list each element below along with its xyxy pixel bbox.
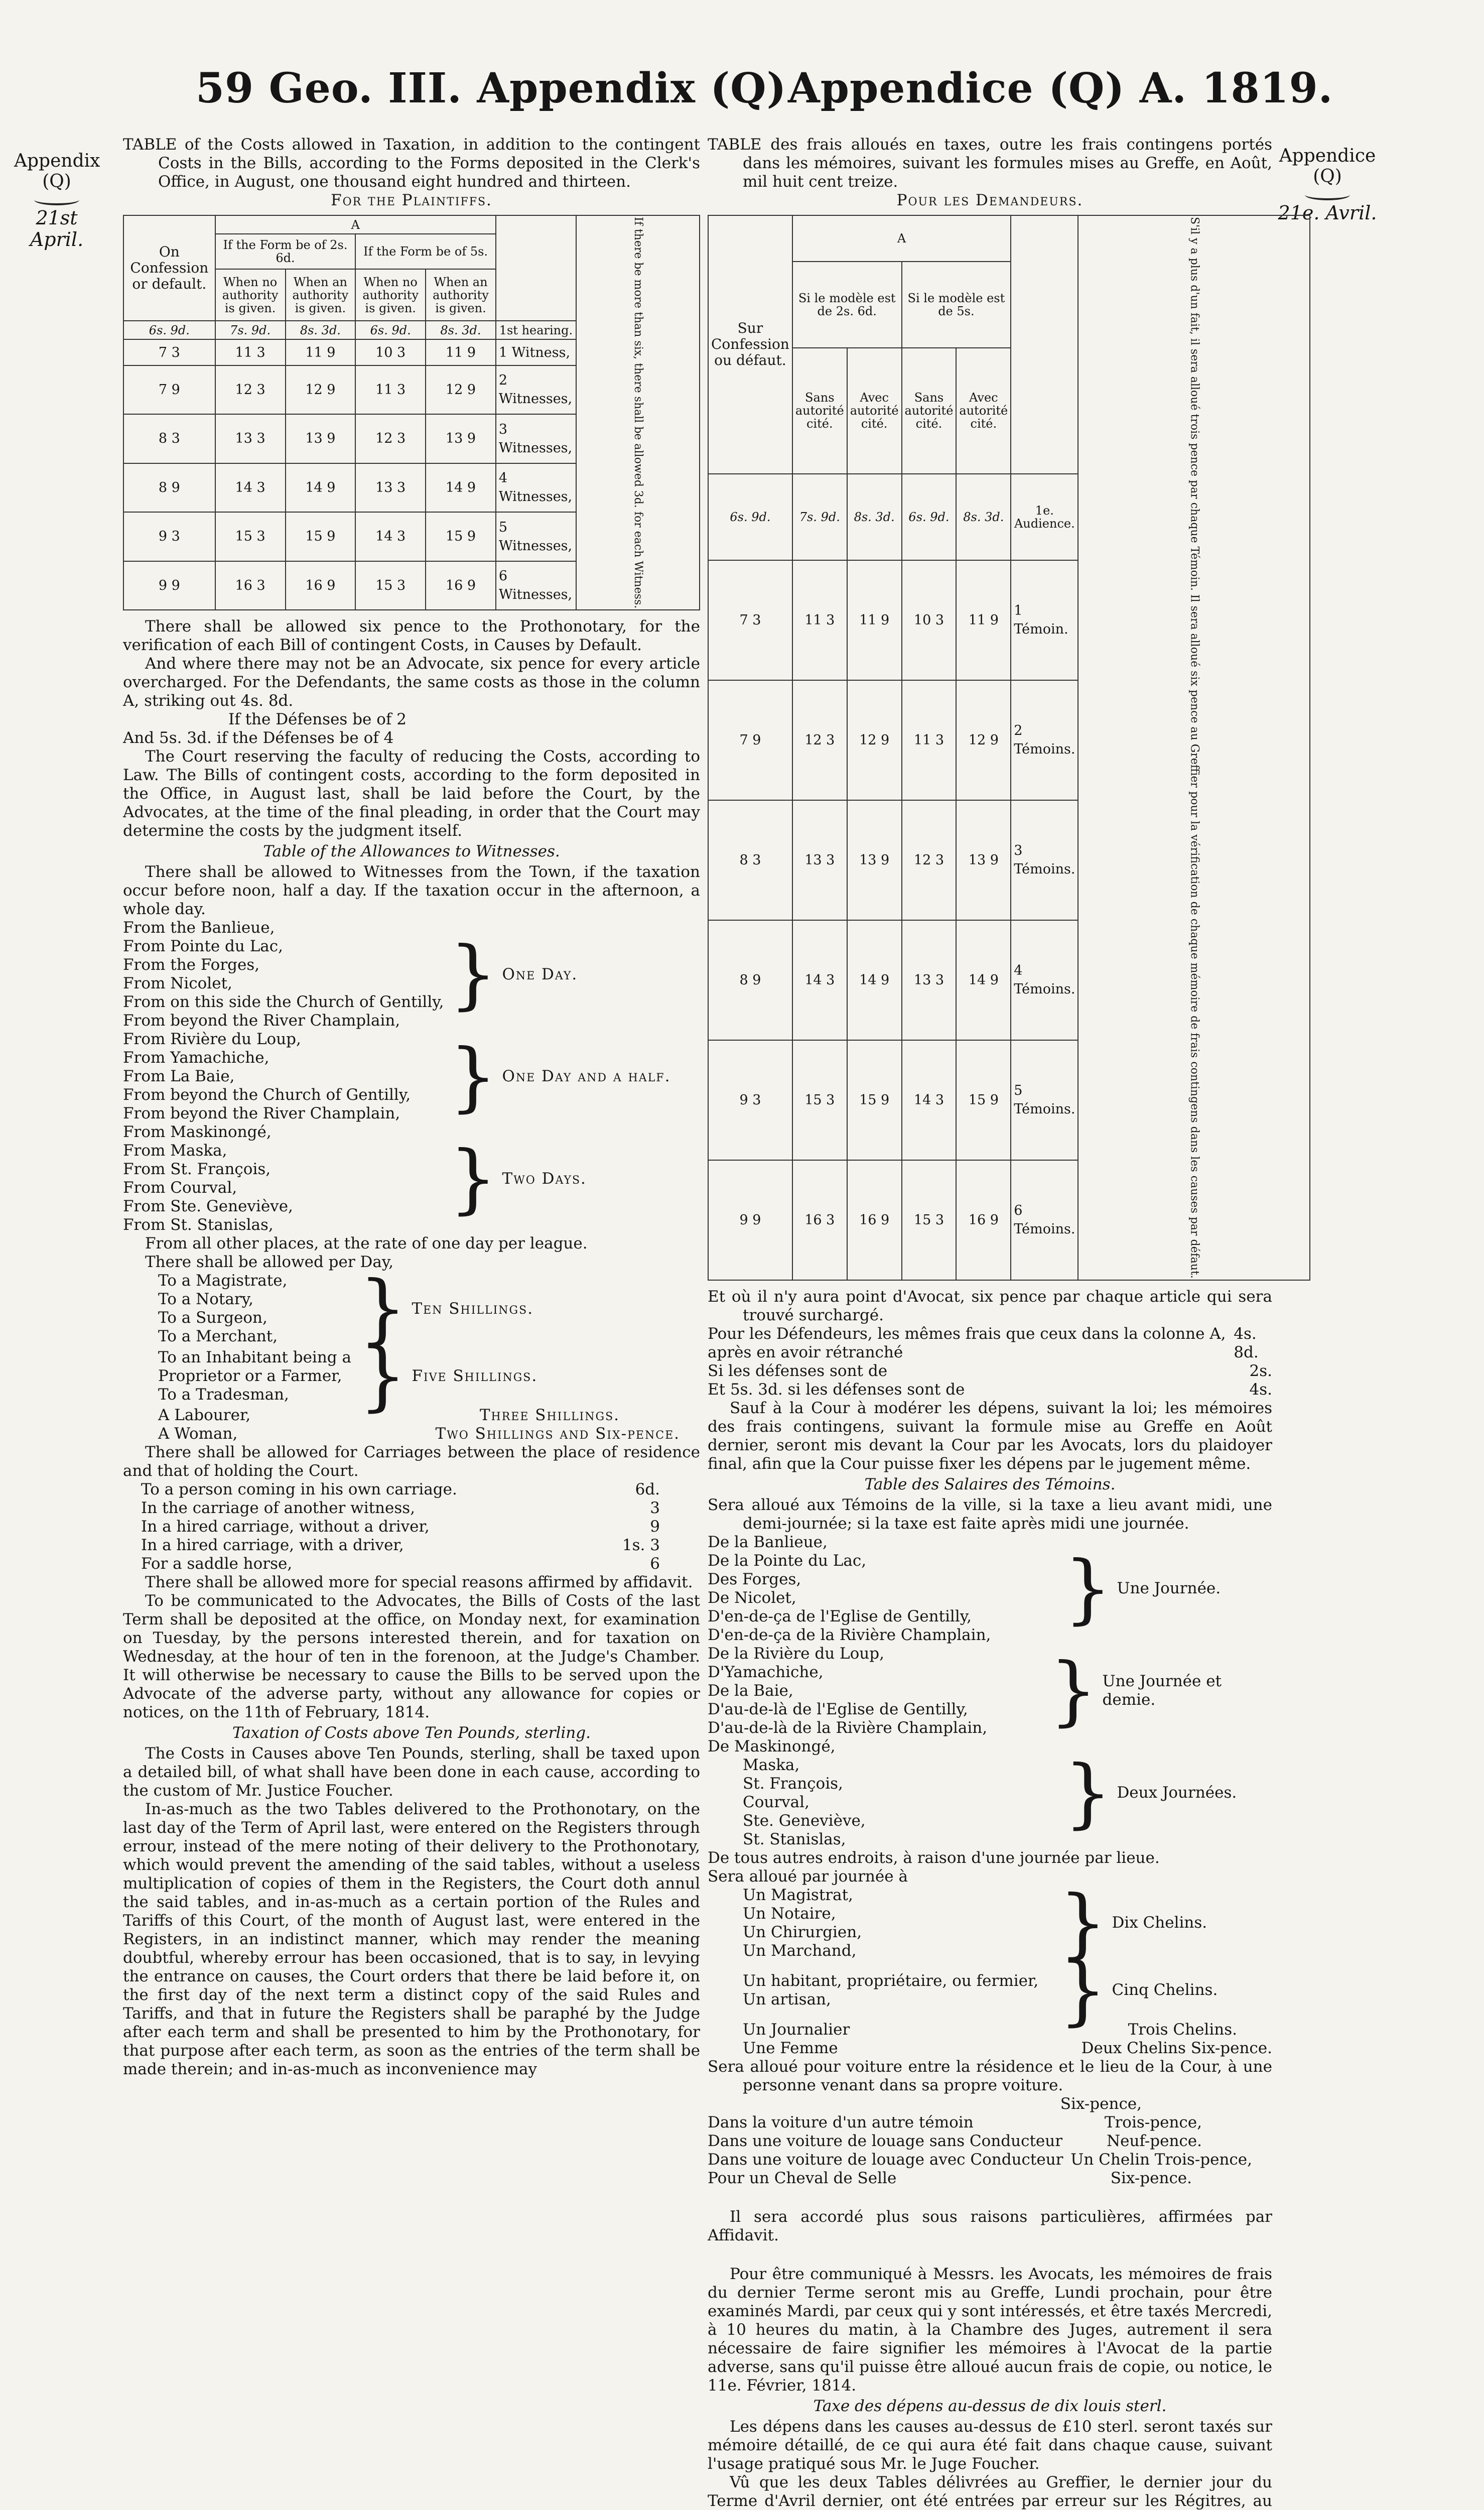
fr-para-9-value: Six-pence, <box>1060 2094 1142 2113</box>
list-item: From beyond the River Champlain, <box>123 1104 400 1123</box>
fr-para-1: Et où il n'y aura point d'Avocat, six pence par chaque article qui sera trouvé surchargé. <box>708 1287 1272 1324</box>
fr-femme-row <box>708 2039 1272 2058</box>
table-row: To a person coming in his own carriage. 6d. <box>141 1480 660 1499</box>
en-para-13: In-as-much as the two Tables delivered to the Prothonotary, on the last day of the Term of April last, were entered on the Registers through errour, instead of the mere noting of their delivery to the Prothonotary, which would prevent the amending of the said tables, without a useless multiplication of copies of them in the Registers, the Court doth annul the said tables, and in-as-much as a certain portion of the Rules and Tariffs of this Court, of the month of August last, were entered in the Registers, in an indistinct manner, which may render the meaning doubtful, whereby errour has been occasioned, that is to say, in levying the entrance on causes, the Court orders that there be laid before it, on the first day of the next term a distinct copy of the said Rules and Tariffs, and that in future the Registers shall be paraphé by the Judge after each term and shall be presented to him by the Prothonotary, for that purpose after each term, as soon as the entries of the term shall be made therein; and in-as-much as inconvenience may <box>123 1800 700 2079</box>
list-item: Courval, <box>743 1793 810 1811</box>
fr-journalier-row <box>708 2021 1272 2039</box>
list-item: From St. François, <box>123 1160 271 1179</box>
brace-icon: } <box>359 1332 407 1420</box>
list-item: Ste. Geneviève, <box>743 1811 866 1830</box>
list-item: From beyond the River Champlain, <box>123 1012 400 1030</box>
list-item: From Pointe du Lac, <box>123 937 283 956</box>
fr-title: TABLE des frais alloués en taxes, outre les frais contingens portés dans les mémoires, suivant les formules mises au Greffe, en Août, mil huit cent treize. <box>708 136 1272 191</box>
fr-subtitle: Pour les Demandeurs. <box>896 191 1084 209</box>
fr-group-label: Deux Journées. <box>1117 1784 1237 1802</box>
list-item: Un Journalier <box>743 2020 850 2039</box>
fr-h-first: 1e. Audience. <box>1014 503 1075 531</box>
fr-para-4-value: 4s. <box>1249 1380 1272 1399</box>
en-woman-row <box>123 1425 700 1443</box>
list-item: From on this side the Church of Gentilly, <box>123 993 444 1012</box>
list-item: Un Marchand, <box>743 1941 857 1960</box>
en-para-3: If the Défenses be of 2 <box>228 710 407 729</box>
en-h-form26: If the Form be of 2s. 6d. <box>223 238 348 266</box>
en-group-label: Two Days. <box>502 1169 587 1188</box>
fr-para-7: De tous autres endroits, à raison d'une journée par lieue. <box>708 1848 1160 1867</box>
list-item: From Nicolet, <box>123 974 232 993</box>
en-para-8: There shall be allowed per Day, <box>145 1253 394 1272</box>
table-row: 8 3 13 3 13 9 12 3 13 9 3 Témoins. <box>708 800 1310 920</box>
fr-section-taxation: Taxe des dépens au-dessus de dix louis sterl. <box>813 2397 1167 2415</box>
list-item: To a Merchant, <box>158 1327 278 1346</box>
fr-para-3-row <box>708 1362 1272 1380</box>
list-item: Maska, <box>743 1755 800 1774</box>
table-row: For a saddle horse, 6 <box>141 1555 660 1573</box>
list-item: From the Banlieue, <box>123 919 275 937</box>
swash-ornament-icon <box>1305 189 1350 200</box>
list-item: From Maska, <box>123 1142 227 1160</box>
list-item-value: Two Shillings and Six-pence. <box>435 1425 680 1443</box>
en-para-11: To be communicated to the Advocates, the Bills of Costs of the last Term shall be deposited at the office, on Monday next, for examination on Tuesday, by the persons interested therein, and for taxation on Wednesday, at the hour of ten in the forenoon, at the Judge's Chamber. It will otherwise be necessary to cause the Bills to be served upon the Advocate of the adverse party, without any allowance for copies or notices, on the 11th of February, 1814. <box>123 1592 700 1722</box>
list-item: St. Stanislas, <box>743 1830 846 1848</box>
list-item: From Maskinongé, <box>123 1123 272 1142</box>
en-group-one-day-half <box>123 1030 700 1123</box>
table-row: 7 3 11 3 11 9 10 3 11 9 1 Witness, <box>123 339 700 365</box>
table-row: Dans la voiture d'un autre témoin Trois-pence, <box>708 2113 1202 2131</box>
table-row: In a hired carriage, without a driver, 9 <box>141 1518 660 1536</box>
fr-para-3-value: 2s. <box>1249 1361 1272 1380</box>
brace-icon: } <box>1059 1879 1107 1967</box>
en-labourer-row <box>123 1406 700 1425</box>
en-para-12: The Costs in Causes above Ten Pounds, sterling, shall be taxed upon a detailed bill, of what shall have been done in each cause, according to the custom of Mr. Justice Foucher. <box>123 1744 700 1800</box>
list-item: D'au-de-là de l'Eglise de Gentilly, <box>708 1700 968 1718</box>
fr-h-noauth: Sans autorité cité. <box>795 391 844 431</box>
list-item-value: Trois Chelins. <box>1128 2020 1237 2039</box>
fr-para-10: Il sera accordé plus sous raisons particulières, affirmées par Affidavit. <box>708 2207 1272 2244</box>
list-item: Un Notaire, <box>743 1904 836 1923</box>
en-costs-table <box>123 215 700 610</box>
en-section-taxation: Taxation of Costs above Ten Pounds, sterling. <box>232 1724 591 1742</box>
fr-para-12: Les dépens dans les causes au-dessus de £10 sterl. seront taxés sur mémoire détaillé, de ce qui aura été fait dans chaque cause, suivant l'usage pratiqué sous Mr. le Juge Foucher. <box>708 2417 1272 2473</box>
fr-h-auth: Avec autorité cité. <box>850 391 899 431</box>
table-row: Dans une voiture de louage avec Conducteur Un Chelin Trois-pence, <box>708 2150 1252 2169</box>
fr-para-4: Et 5s. 3d. si les défenses sont de <box>708 1380 965 1399</box>
list-item: De la Banlieue, <box>708 1533 828 1551</box>
en-para-2: And where there may not be an Advocate, six pence for every article overcharged. For the Defendants, the same costs as those in the column A, striking out 4s. 8d. <box>123 655 700 710</box>
table-row: 7 9 12 3 12 9 11 3 12 9 2 Témoins. <box>708 680 1310 800</box>
list-item: De Maskinongé, <box>708 1737 836 1755</box>
list-item: To an Inhabitant being a Proprietor or a Farmer, <box>158 1348 351 1385</box>
list-item: From the Forges, <box>123 956 260 974</box>
fr-h-conf-amt: 6s. 9d. <box>730 510 771 524</box>
en-amt-1: 7s. 9d. <box>230 323 271 337</box>
fr-h-noauth: Sans autorité cité. <box>904 391 954 431</box>
en-group-two-days <box>123 1123 700 1234</box>
brace-icon: } <box>449 1135 497 1223</box>
en-subtitle: For the Plaintiffs. <box>331 191 492 209</box>
en-amt-4: 8s. 3d. <box>440 323 481 337</box>
en-para-5: The Court reserving the faculty of reducing the Costs, according to Law. The Bills of contingent costs, according to the form deposited in the Office, in August last, shall be laid before the Court, by the Advocates, at the time of the final pleading, in order that the Court may determine the costs by the judgment itself. <box>123 747 700 840</box>
en-h-noauth: When no authority is given. <box>222 275 279 315</box>
fr-group-label: Dix Chelins. <box>1112 1914 1207 1932</box>
list-item-value: Three Shillings. <box>479 1406 620 1425</box>
fr-amt-2: 8s. 3d. <box>854 510 895 524</box>
list-item: From Ste. Geneviève, <box>123 1197 293 1216</box>
en-title: TABLE of the Costs allowed in Taxation, in addition to the contingent Costs in the Bills, according to the Forms deposited in the Clerk's Office, in August, one thousand eight hundred and thirteen. <box>123 136 700 191</box>
list-item: Un Magistrat, <box>743 1886 853 1904</box>
list-item: From beyond the Church of Gentilly, <box>123 1086 411 1104</box>
list-item: De Nicolet, <box>708 1588 796 1607</box>
fr-group-two-days <box>708 1737 1272 1849</box>
table-row: In a hired carriage, with a driver, 1s. 3 <box>141 1536 660 1555</box>
table-row: 9 9 16 3 16 9 15 3 16 9 6 Témoins. <box>708 1160 1310 1280</box>
list-item: D'en-de-ça de la Rivière Champlain, <box>708 1625 991 1644</box>
table-row: In the carriage of another witness, 3 <box>141 1499 660 1518</box>
list-item: Un habitant, propriétaire, ou fermier, <box>743 1971 1039 1990</box>
fr-section-witnesses: Table des Salaires des Témoins. <box>864 1475 1116 1493</box>
table-row: Pour un Cheval de Selle Six-pence. <box>708 2169 1192 2187</box>
margin-note-right <box>1277 146 1378 224</box>
english-column <box>123 136 700 2079</box>
margin-right-line1: Appendice <box>1279 146 1376 166</box>
list-item: From Yamachiche, <box>123 1049 269 1067</box>
list-item: De la Baie, <box>708 1681 793 1700</box>
brace-icon: } <box>1059 1946 1107 2034</box>
fr-para-11: Pour être communiqué à Messrs. les Avocats, les mémoires de frais du dernier Terme seront mis au Greffe, Lundi prochain, pour être examinés Mardi, par ceux qui y sont intéressés, et être taxés Mercredi, à 10 heures du matin, à la Chambre des Juges, autrement il sera nécessaire de faire signifier les mémoires à l'Avocat de la partie adverse, sans qu'il puisse être alloué aucun frais de copie, ou notice, le 11e. Février, 1814. <box>708 2265 1272 2395</box>
list-item: St. François, <box>743 1774 843 1793</box>
en-para-9: There shall be allowed for Carriages between the place of residence and that of holding the Court. <box>123 1443 700 1480</box>
fr-h-auth: Avec autorité cité. <box>959 391 1008 431</box>
header-left: 59 Geo. III. Appendix (Q) <box>196 64 787 112</box>
list-item: D'au-de-là de la Rivière Champlain, <box>708 1718 988 1737</box>
margin-note-left <box>14 151 99 251</box>
fr-amt-3: 6s. 9d. <box>908 510 950 524</box>
fr-h-form26: Si le modèle est de 2s. 6d. <box>798 291 896 318</box>
list-item-value: Deux Chelins Six-pence. <box>1081 2039 1272 2057</box>
list-item: From La Baie, <box>123 1067 235 1086</box>
margin-left-line1: Appendix <box>14 151 100 171</box>
fr-amt-1: 7s. 9d. <box>799 510 840 524</box>
fr-h-A: A <box>897 231 906 245</box>
en-group-label: One Day. <box>502 965 578 983</box>
list-item: Un Chirurgien, <box>743 1923 862 1941</box>
table-row: 9 3 15 3 15 9 14 3 15 9 5 Witnesses, <box>123 512 700 561</box>
en-para-6: There shall be allowed to Witnesses from the Town, if the taxation occur before noon, half a day. If the taxation occur in the afternoon, a whole day. <box>123 863 700 919</box>
list-item: D'Yamachiche, <box>708 1663 824 1681</box>
list-item: De la Rivière du Loup, <box>708 1644 884 1663</box>
en-para-7: From all other places, at the rate of one day per league. <box>145 1234 588 1253</box>
french-column <box>708 136 1272 2510</box>
list-item: D'en-de-ça de l'Eglise de Gentilly, <box>708 1607 972 1625</box>
en-group-label: Ten Shillings. <box>412 1299 534 1318</box>
fr-group-ten-shillings <box>708 1879 1272 1967</box>
fr-para-6: Sera alloué aux Témoins de la ville, si la taxe a lieu avant midi, une demi-journée; si la taxe est faite après midi une journée. <box>708 1495 1272 1533</box>
list-item: From Courval, <box>123 1179 237 1197</box>
margin-right-date: 21e. Avril. <box>1278 201 1377 224</box>
margin-left-line2: (Q) <box>42 171 71 192</box>
table-row: 9 9 16 3 16 9 15 3 16 9 6 Witnesses, <box>123 561 700 610</box>
table-row: 7 3 11 3 11 9 10 3 11 9 1 Témoin. <box>708 560 1310 680</box>
fr-costs-table <box>708 215 1310 1281</box>
en-para-10: There shall be allowed more for special reasons affirmed by affidavit. <box>145 1573 693 1592</box>
header-right: Appendice (Q) A. 1819. <box>788 64 1333 112</box>
fr-para-2: Pour les Défendeurs, les mêmes frais que ceux dans la colonne A, après en avoir rétranché <box>708 1324 1226 1361</box>
fr-para-13: Vû que les deux Tables délivrées au Greffier, le dernier jour du Terme d'Avril dernier, ont été entrées par erreur sur les Régitres, au <box>708 2473 1272 2510</box>
list-item: To a Magistrate, <box>158 1272 288 1290</box>
brace-icon: } <box>449 931 497 1019</box>
fr-group-label: Une Journée. <box>1117 1579 1221 1598</box>
en-group-one-day <box>123 919 700 1030</box>
en-amt-3: 6s. 9d. <box>370 323 411 337</box>
fr-group-one-day <box>708 1533 1272 1645</box>
list-item: To a Surgeon, <box>158 1309 267 1327</box>
en-h-conf: On Confession or default. <box>130 243 209 292</box>
margin-left-date: 21st April. <box>30 206 84 251</box>
en-h-noauth: When no authority is given. <box>362 275 419 315</box>
en-amt-2: 8s. 3d. <box>300 323 341 337</box>
list-item: Une Femme <box>743 2039 838 2057</box>
list-item: To a Tradesman, <box>158 1385 289 1404</box>
en-table-note: If there be more than six, there shall be allowed 3d. for each Witness. <box>632 217 644 609</box>
fr-para-4-row <box>708 1380 1272 1399</box>
brace-icon: } <box>359 1265 407 1353</box>
fr-para-9: Sera alloué pour voiture entre la résidence et le lieu de la Cour, à une personne venant dans sa propre voiture. <box>708 2057 1272 2094</box>
table-row: 8 3 13 3 13 9 12 3 13 9 3 Witnesses, <box>123 414 700 463</box>
fr-para-2-value: 4s. 8d. <box>1234 1324 1259 1361</box>
table-row: 8 9 14 3 14 9 13 3 14 9 4 Témoins. <box>708 920 1310 1040</box>
list-item: A Woman, <box>158 1425 238 1443</box>
list-item: From Rivière du Loup, <box>123 1030 301 1049</box>
list-item: To a Notary, <box>158 1290 253 1309</box>
fr-table-note: S'il y a plus d'un fait, il sera alloué trois pence par chaque Témoin. Il sera alloué six pence au Greffier pour la vérification de chaque mémoire de frais contingens dans les causes par défaut. <box>1188 217 1201 1279</box>
brace-icon: } <box>449 1033 497 1120</box>
fr-amt-4: 8s. 3d. <box>963 510 1004 524</box>
fr-para-5: Sauf à la Cour à modérer les dépens, suivant la loi; les mémoires des frais contingens, suivant la formule mise au Greffe en Août dernier, seront mis devant la Cour par les Avocats, lors du plaidoyer final, afin que la Cour puisse fixer les dépens par le jugement même. <box>708 1399 1272 1473</box>
en-group-ten-shillings <box>123 1265 700 1353</box>
en-group-label: Five Shillings. <box>412 1366 538 1385</box>
fr-para-8: Sera alloué par journée à <box>708 1867 908 1886</box>
en-h-conf-amt: 6s. 9d. <box>149 323 190 337</box>
fr-h-conf: Sur Confession ou défaut. <box>711 320 789 369</box>
table-row: 9 3 15 3 15 9 14 3 15 9 5 Témoins. <box>708 1040 1310 1160</box>
swash-ornament-icon <box>34 194 79 205</box>
list-item: Des Forges, <box>708 1570 801 1588</box>
list-item: Un artisan, <box>743 1990 831 2009</box>
en-section-witnesses: Table of the Allowances to Witnesses. <box>263 842 560 861</box>
en-h-first: 1st hearing. <box>499 323 573 337</box>
list-item: A Labourer, <box>158 1406 251 1425</box>
fr-para-2-row <box>708 1325 1272 1362</box>
fr-group-one-day-half <box>708 1645 1272 1737</box>
list-item: De la Pointe du Lac, <box>708 1551 867 1570</box>
en-group-label: One Day and a half. <box>502 1067 671 1086</box>
brace-icon: } <box>1049 1647 1098 1735</box>
table-row: Dans une voiture de louage sans Conducteur Neuf-pence. <box>708 2131 1202 2150</box>
list-item: From St. Stanislas, <box>123 1216 274 1234</box>
en-h-auth: When an authority is given. <box>433 275 489 315</box>
fr-group-label: Une Journée et demie. <box>1102 1672 1222 1709</box>
en-h-A: A <box>351 217 360 232</box>
brace-icon: } <box>1064 1749 1112 1837</box>
table-row: 7 9 12 3 12 9 11 3 12 9 2 Witnesses, <box>123 365 700 414</box>
en-h-form5: If the Form be of 5s. <box>363 244 488 259</box>
en-para-1: There shall be allowed six pence to the Prothonotary, for the verification of each Bill of contingent Costs, in Causes by Default. <box>123 617 700 655</box>
margin-right-line2: (Q) <box>1313 166 1342 187</box>
fr-h-form5: Si le modèle est de 5s. <box>907 291 1005 318</box>
fr-group-label: Cinq Chelins. <box>1112 1981 1218 1999</box>
en-para-4: And 5s. 3d. if the Défenses be of 4 <box>123 729 394 747</box>
brace-icon: } <box>1064 1545 1112 1633</box>
fr-para-3: Si les défenses sont de <box>708 1361 888 1380</box>
en-h-auth: When an authority is given. <box>292 275 349 315</box>
table-row: 8 9 14 3 14 9 13 3 14 9 4 Witnesses, <box>123 463 700 512</box>
